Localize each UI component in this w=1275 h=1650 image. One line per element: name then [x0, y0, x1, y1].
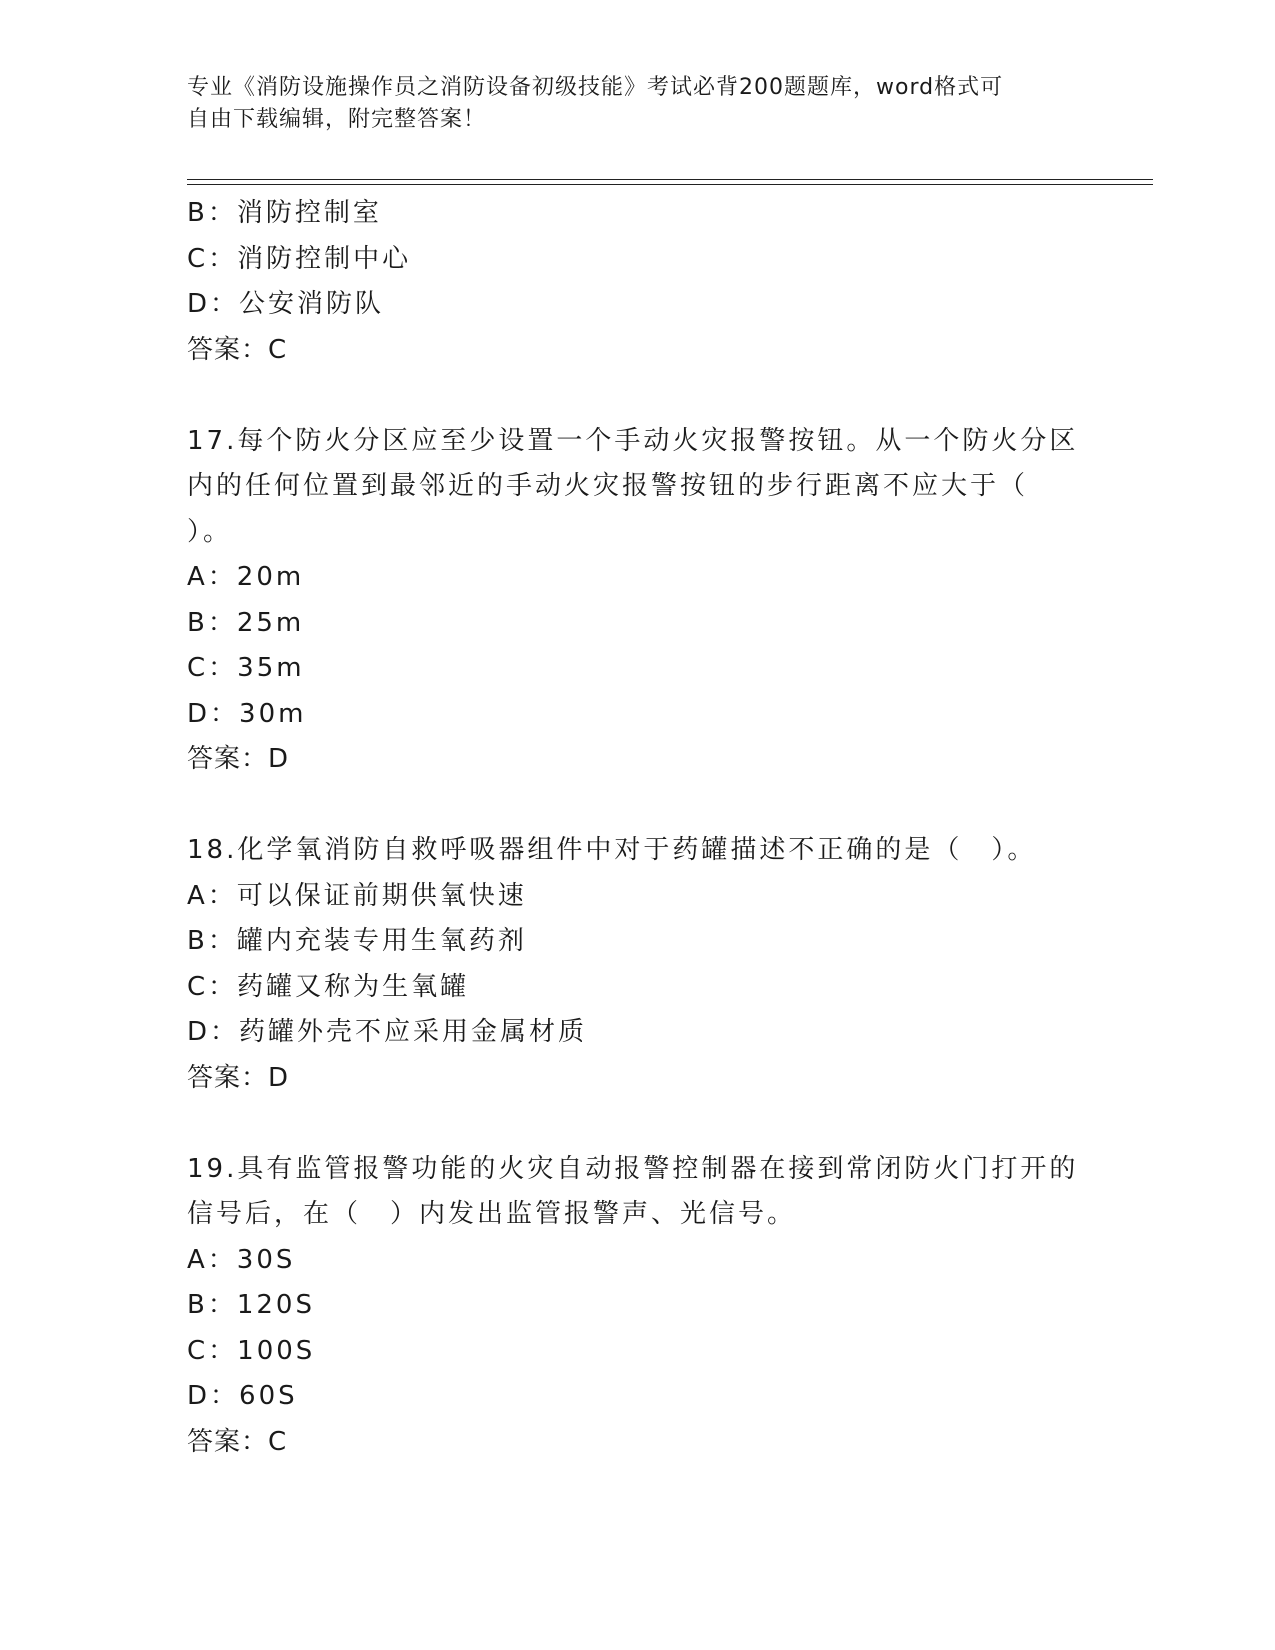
- answer-value: C: [268, 1426, 288, 1457]
- option-d: D：60S: [187, 1381, 298, 1411]
- answer-label: 答案：: [187, 1062, 269, 1093]
- prev-question-block: [187, 191, 1087, 373]
- question-text-line: 信号后，在（ ）内发出监管报警声、光信号。: [187, 1199, 797, 1229]
- answer-line: [187, 1420, 1087, 1466]
- spacer: [187, 1101, 1087, 1147]
- option-b: B：25m: [187, 607, 305, 638]
- answer-value: D: [268, 1062, 290, 1093]
- question-list: [187, 191, 1087, 1465]
- spacer: [187, 373, 1087, 419]
- option-d: D：30m: [187, 698, 307, 729]
- question-text-line: 18.化学氧消防自救呼吸器组件中对于药罐描述不正确的是（ ）。: [187, 835, 1037, 865]
- option-c: C：药罐又称为生氧罐: [187, 971, 470, 1002]
- spacer: [187, 783, 1087, 829]
- answer-value: D: [268, 744, 290, 774]
- answer-label: 答案：: [187, 1426, 269, 1457]
- option-d: D：药罐外壳不应采用金属材质: [187, 1017, 588, 1047]
- answer-line: [187, 737, 1087, 783]
- question-17: [187, 419, 1087, 783]
- option-c: C：消防控制中心: [187, 243, 412, 274]
- header-line-2: 自由下载编辑，附完整答案！: [187, 107, 487, 132]
- question-text-line: 内的任何位置到最邻近的手动火灾报警按钮的步行距离不应大于（: [187, 471, 1029, 501]
- question-text-line: 17.每个防火分区应至少设置一个手动火灾报警按钮。从一个防火分区: [187, 425, 1079, 456]
- answer-line: [187, 328, 1087, 374]
- option-c: C：35m: [187, 653, 305, 683]
- answer-value: C: [268, 334, 288, 365]
- option-a: A：20m: [187, 562, 305, 592]
- question-19: [187, 1147, 1087, 1466]
- header-rule-top: [187, 179, 1153, 180]
- question-18: [187, 828, 1087, 1101]
- option-c: C：100S: [187, 1335, 316, 1366]
- document-header: [187, 72, 1087, 136]
- header-line-1: 专业《消防设施操作员之消防设备初级技能》考试必背200题题库，word格式可: [187, 75, 1004, 100]
- question-text-line: ）。: [187, 516, 233, 547]
- option-d: D：公安消防队: [187, 289, 385, 319]
- header-rule-bottom: [187, 184, 1153, 185]
- answer-label: 答案：: [187, 334, 269, 365]
- option-b: B：罐内充装专用生氧药剂: [187, 926, 527, 956]
- option-a: A：可以保证前期供氧快速: [187, 880, 527, 911]
- option-b: B：消防控制室: [187, 198, 382, 228]
- option-a: A：30S: [187, 1244, 296, 1275]
- answer-line: [187, 1056, 1087, 1102]
- option-b: B：120S: [187, 1290, 315, 1320]
- answer-label: 答案：: [187, 744, 269, 774]
- question-text-line: 19.具有监管报警功能的火灾自动报警控制器在接到常闭防火门打开的: [187, 1153, 1079, 1184]
